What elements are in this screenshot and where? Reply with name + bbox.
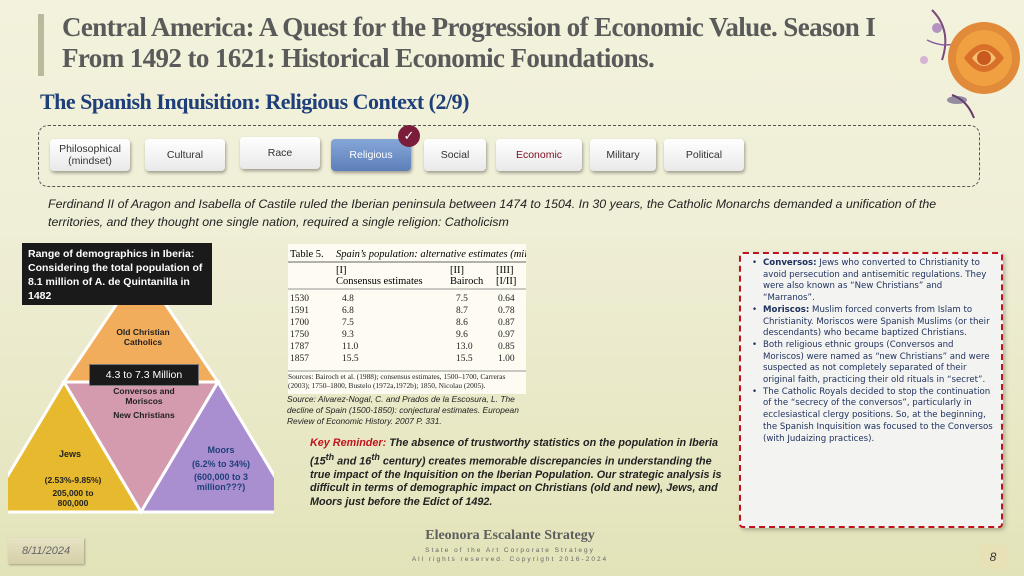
new-christians-label: New Christians: [113, 410, 175, 420]
col-header-2-id: [II]: [450, 265, 464, 276]
col-header-2: Bairoch: [450, 276, 484, 287]
intro-paragraph: Ferdinand II of Aragon and Isabella of Castile ruled the Iberian peninsula between 1474 to 1504. In 30 years, the Catholic Monarchs demanded a unification of the territories, and they thought one single nation, required a single religion: Catholicism: [48, 197, 937, 229]
note-item: • The Catholic Royals decided to stop the continuation of the “secrecy of the conversos”, particularly in ecclesiastical clergy positions. So, at the beginning, the Spanish Inquisition was focused to the Conversos (with Judaizing practices).: [763, 387, 995, 446]
note-item: • Conversos: Jews who converted to Christianity to avoid persecution and antisemitic regulations. They were also known as “New Christians” and “Marranos”.: [763, 258, 995, 305]
jews-label: Jews: [58, 449, 82, 459]
table-cell: 6.8: [342, 306, 354, 316]
table-cell: 13.0: [456, 342, 473, 352]
note-item: • Both religious ethnic groups (Conversos and Moriscos) were named as “new Christians” and were suspected as not completely separated of their original faith, practicing their old rituals in “secret”.: [763, 340, 995, 387]
table-cell: 15.5: [456, 354, 473, 364]
table-sources: Sources: Bairoch et al. (1988); consensus estimates, 1500–1700, Carreras (2003); 1750–1800, Bustelo (1972a,1972b); 1850, Nicolau (2005).: [288, 372, 506, 390]
tab-philosophical[interactable]: Philosophical (mindset): [50, 139, 130, 171]
moors-percentage: (6.2% to 34%): [191, 459, 251, 469]
tab-military[interactable]: Military: [590, 139, 656, 171]
conversos-label: Conversos and Moriscos: [113, 386, 175, 406]
table-cell: 11.0: [342, 342, 359, 352]
table-caption-title: Spain’s population: alternative estimates (million): [336, 249, 526, 260]
col-header-1: Consensus estimates: [336, 276, 423, 287]
table-cell: 0.85: [498, 342, 515, 352]
table-cell: 9.6: [456, 330, 468, 340]
population-table: [288, 244, 526, 394]
col-header-1-id: [I]: [336, 265, 347, 276]
table-cell: 0.78: [498, 306, 515, 316]
section-subtitle: The Spanish Inquisition: Religious Context (2/9): [40, 89, 469, 114]
table-cell: 1.00: [498, 354, 515, 364]
demographics-header: Range of demographics in Iberia: Considering the total population of 8.1 million of A. de Quintanilla in 1482: [22, 243, 212, 305]
table-cell: 1591: [290, 306, 309, 316]
jews-count: 205,000 to 800,000: [52, 488, 94, 508]
title-line-2: From 1492 to 1621: Historical Economic Foundations.: [62, 43, 655, 73]
moors-label: Moors: [207, 445, 235, 455]
tab-religious[interactable]: Religious: [331, 139, 411, 171]
slide-date: 8/11/2024: [8, 538, 84, 564]
rose-decoration-icon: [912, 0, 1024, 128]
footer-brand: Eleonora Escalante Strategy: [425, 528, 595, 543]
tab-race[interactable]: Race: [240, 137, 320, 169]
table-cell: 15.5: [342, 354, 359, 364]
table-cell: 9.3: [342, 330, 354, 340]
page-number: 8: [979, 545, 1007, 569]
key-reminder-label: Key Reminder:: [310, 437, 387, 449]
jews-percentage: (2.53%-9.85%): [44, 475, 102, 485]
table-cell: 4.8: [342, 294, 354, 304]
definitions-notes-box: [739, 252, 1003, 528]
slide-title: [62, 12, 942, 74]
table-cell: 0.97: [498, 330, 515, 340]
table-cell: 7.5: [342, 318, 354, 328]
table-cell: 1700: [290, 318, 309, 328]
table-caption-number: Table 5.: [290, 249, 324, 260]
old-christian-label: Old Christian Catholics: [116, 327, 170, 347]
note-item: • Moriscos: Muslim forced converts from Islam to Christianity. Moriscos were Spanish Muslims (or their descendants) who became baptized Christians.: [763, 305, 995, 340]
tab-cultural[interactable]: Cultural: [145, 139, 225, 171]
tab-social[interactable]: Social: [424, 139, 486, 171]
moors-count: (600,000 to 3 million???): [193, 472, 249, 492]
population-range-badge: 4.3 to 7.3 Million: [89, 364, 199, 386]
table-cell: 1857: [290, 354, 309, 364]
table-cell: 0.87: [498, 318, 515, 328]
title-line-1: Central America: A Quest for the Progression of Economic Value. Season I: [62, 12, 876, 42]
table-citation: Source: Alvarez-Nogal, C. and Prados de la Escosura, L. The decline of Spain (1500-1850): conjectural estimates. European Review of Economic History. 2007 P. 331.: [287, 394, 519, 426]
table-cell: 1530: [290, 294, 309, 304]
title-accent-bar: [38, 14, 44, 76]
table-cell: 1750: [290, 330, 309, 340]
table-cell: 1787: [290, 342, 309, 352]
col-header-3-id: [III]: [496, 265, 514, 276]
table-cell: 0.64: [498, 294, 515, 304]
footer-tagline: State of the Art Corporate Strategy All rights reserved. Copyright 2016-2024: [411, 547, 609, 563]
col-header-3: [I/II]: [496, 276, 517, 287]
table-cell: 8.6: [456, 318, 468, 328]
check-icon: ✓: [398, 125, 420, 147]
table-cell: 7.5: [456, 294, 468, 304]
key-reminder: Key Reminder: The absence of trustworthy statistics on the population in Iberia (15th and 16th century) creates memorable discrepancies in understanding the true impact of the Inquisition on the Iberian Population. Our strategic analysis is difficult in terms of demographic impact on Christians (old and new), Jews, and Moors just before the Edict of 1492.: [310, 437, 722, 508]
tab-political[interactable]: Political: [664, 139, 744, 171]
tab-economic[interactable]: Economic: [496, 139, 582, 171]
table-cell: 8.7: [456, 306, 468, 316]
